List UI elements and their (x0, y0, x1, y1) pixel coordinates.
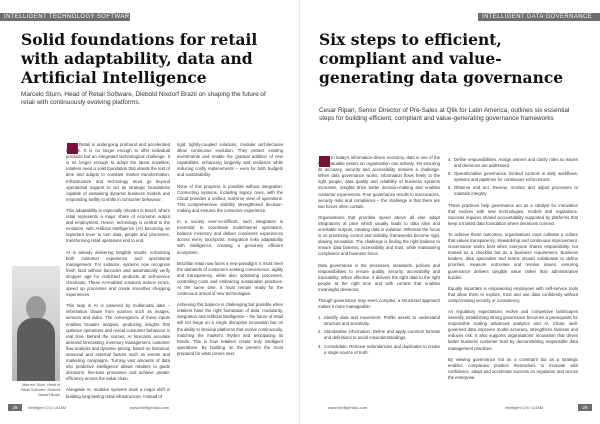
text-column-1 (66, 142, 170, 399)
paragraph: As regulatory expectations evolve and competitive landscapes intensify, establishing strong governance becomes a prerequisite for responsible scaling advanced analytics and AI. Clean, well-governed data improves model accuracy, strengthens fairness and reduces risk. It also supports organisations' innovation that drives better business customer trust by demonstrating responsible data management practices. (448, 308, 578, 351)
list-item: 4. Define responsibilities. Assign owners and clarify roles so issues and decisions are addressed. (448, 157, 578, 169)
paragraph: Organisations that prioritise speed above all else adopt integrations at pace which usually leads to data silos and unreliable outputs, creating data in isolation. Whereas the focus is on prioritising control and visibility, frameworks become rigid, slowing innovation. The challenge is finding the right balance to ensure data fairness, accessibility and trust, while maintaining compliance and business focus. (318, 214, 440, 257)
section-tag: INTELLIGENT DATA GOVERNANCE (478, 13, 600, 21)
list-item-text: Standardise information. Define and apply common formats and definitions to avoid misunderstandings. (324, 329, 440, 341)
paragraph: In a society ever-so-difficult, such integration is essential: to coordinate multichannel operations, balance inventory and deliver consistent experiences across every touchpoint. Integration links adaptability with intelligence, creating a genuinely efficient ecosystem. (177, 219, 283, 255)
article-headline: Six steps to efficient, compliant and value-generating data governance (319, 30, 564, 87)
author-photo-head (26, 296, 46, 320)
list-item: 3. Consolidate. Remove redundancies and duplicates to create a single source of truth. (318, 343, 440, 355)
paragraph: AI is already delivering tangible results, enhancing both customer experience and operational management. For instance, systems now recognise fresh food without barcodes and automatically verify shopper age for restricted products at self-service checkouts. These AI-enabled solutions reduce errors, speed up processes and create smoother shopping experiences. (66, 249, 170, 298)
page-footer (0, 404, 300, 411)
paragraph: To achieve these outcomes, organisations must cultivate a culture that values transparency, stewardship and continuous improvement. Governance works best when everyone shares responsibility, not treated as a checklist but as a business requirement. Business leaders, data specialists and teams should collaborate to define priorities, measure outcomes and resolve issues, ensuring governance delivers tangible value rather than administrative burden. (448, 231, 578, 280)
paragraph: Brazilian retail now faces a new paradigm: it must meet the demands of customers seeking convenience, agility and transparency, while also optimising processes, controlling costs and embracing sustainable practices. At the same time, it must remain ready for the continuous arrival of new technologies. (177, 260, 283, 297)
steps-list (318, 315, 440, 356)
list-item: 1. Identify data and movement. Profile assets to understand structure and sensitivity. (318, 315, 440, 327)
list-item-text: Consolidate. Remove redundancies and duplicates to create a single source of truth. (324, 343, 440, 355)
list-item-text: Identify data and movement. Profile assets to understand structure and sensitivity. (324, 315, 440, 327)
list-item: 2. Standardise information. Define and apply common formats and definitions to avoid misunderstandings. (318, 329, 440, 341)
paragraph: This leap in AI is powered by multimodal data – information drawn from sources such as images, sensors and video. The convergence of these inputs enables broader analysis, producing insights that optimise operations and reveal consumer behaviour in real time. Behind the scenes, AI forecasts accurate demand forecasting, inventory management, customer flow analysis and dynamic pricing, based on historical, seasonal and external factors such as events and marketing campaigns. Turning vast amounts of data into predictive intelligence allows retailers to guide decisions, fine-tune processes and achieve greater efficiency across the value chain. (66, 303, 170, 382)
paragraph: These practices help governance act as a catalyst for innovation that evolves with new technologies, models and regulations. Success requires shared accountability supported by platforms that keep a trusted data foundation where decisions connect. (448, 202, 578, 226)
paragraph: By viewing governance not as a constraint but as a strategic enabler, companies position themselves to innovate with confidence, adapt and accelerate success on regulation and across the enterprise. (448, 356, 578, 380)
article-byline: Cesar Ripari, Senior Director of Pre-Sales at Qlik for Latin America, outlines six essential steps for building efficient, compliant and value-generating governance frameworks (319, 107, 570, 123)
list-item-text: Observe and act. Review, monitor and adjust processes to maintain integrity. (454, 185, 578, 197)
steps-list-continued (448, 157, 578, 198)
list-item: 5. Operationalise governance. Embed controls in daily workflows, systems and pipelines for continuous enforcement. (448, 171, 578, 183)
text-column-1 (318, 155, 440, 395)
photo-caption: Marcelo Sturn, Head of Retail Software, Diebold Nixdorf Brazil (20, 383, 60, 397)
paragraph: None of this progress is possible without integration. Connecting systems, including legacy ones, with the Cloud provides a unified, real-time view of operations. This comprehensive visibility strengthened decision-making and ensures the consumer experience. (177, 183, 283, 213)
section-tag: INTELLIGENT TECHNOLOGY SOFTWARE (0, 13, 130, 21)
article-headline: Solid foundations for retail with adaptability, data and Artificial Intelligence (21, 30, 258, 87)
text-column-2 (448, 157, 578, 397)
list-item-text: Define responsibilities. Assign owners and clarify roles so issues and decisions are addressed. (454, 157, 578, 169)
publication-url: www.intelligentcio.com (328, 405, 368, 410)
right-page (300, 0, 600, 424)
paragraph: Data governance is the processes, standards, policies and responsibilities to ensure quality, security, accessibility and traceability. When effective, it delivers the right data to the right people at the right time and with context that enables meaningful decisions. (318, 262, 440, 292)
paragraph: Though governance may seem complex, a structured approach makes it more manageable: (318, 297, 440, 310)
paragraph: In today's information-driven economy, data is one of the most valuable assets an organisation can actively. Yet ensuring its accuracy, security and accessibility remains a challenge. When data governance works, information flows freely to the right people, data quality and reliability of business systems increases, insights drive better decision-making and enables customer experiences. Poor governance results in inaccuracies, security risks and compliance – the challenge is that there are two forces often contain. (318, 155, 440, 209)
list-item: 6. Observe and act. Review, monitor and adjust processes to maintain integrity. (448, 185, 578, 197)
paragraph: Retail is undergoing profound and accelerated change. It is no longer enough to offer individual products but an integrated technological challenge. It is no longer enough to adopt the latest novelties; retailers need a solid foundation that stands the test of time and adapts to constant market transformation. Infrastructure and technology must go beyond operational support to act as strategic foundations capable of sustaining dynamic business models and responding swiftly to shifts in consumer behaviour. (66, 142, 170, 202)
publication-url: www.intelligentcio.com (130, 405, 170, 410)
publication-name: Intelligent CIO LATAM (505, 405, 544, 410)
text-column-2 (177, 142, 283, 392)
paragraph: Equally important is empowering employees with self-service tools that allow them to explore, trust and use data confidently without compromising security or consistency. (448, 285, 578, 303)
author-photo (12, 266, 60, 381)
paragraph: rigid, tightly-coupled solutions, modular architectures allow continuous evolution. They protect existing investments and enable the gradual addition of new capabilities, enhancing longevity and resilience while reducing costly replacements – even for both budgets and sustainability. (177, 142, 283, 178)
paragraph: Achieving this balance is challenging but possible when retailers have the right foundation of data, modularity, integration and Artificial Intelligence – the future of retail will not hinge on a single disruptive innovation but on the ability to develop platforms that evolve continuously, matching the market's rhythm and anticipating its trends. This is how retailers create truly intelligent operations. By building on the present the most prepared for what comes next. (177, 302, 283, 356)
page-number: 29 (578, 404, 592, 411)
page-footer (300, 404, 600, 411)
paragraph: Alongside AI, modular systems mark a major shift in building long-lasting retail infrastructure. Instead of (66, 387, 170, 399)
page-number: 28 (8, 404, 22, 411)
publication-name: Intelligent CIO LATAM (28, 405, 67, 410)
article-byline: Marcelo Sturn, Head of Retail Software, Diebold Nixdorf Brazil on shaping the future of retail with continuously evolving platforms. (21, 91, 266, 107)
author-photo-body (17, 318, 55, 381)
paragraph: This adaptability is especially relevant in Brazil, where retail represents a major share of economic output and employment. Hence, technology is central to the evolution, with Artificial Intelligence (AI) becoming an important lever to turn data, people and processes, transforming retail operations end to end. (66, 207, 170, 244)
list-item-text: Operationalise governance. Embed controls in daily workflows, systems and pipelines for continuous enforcement. (454, 171, 578, 183)
